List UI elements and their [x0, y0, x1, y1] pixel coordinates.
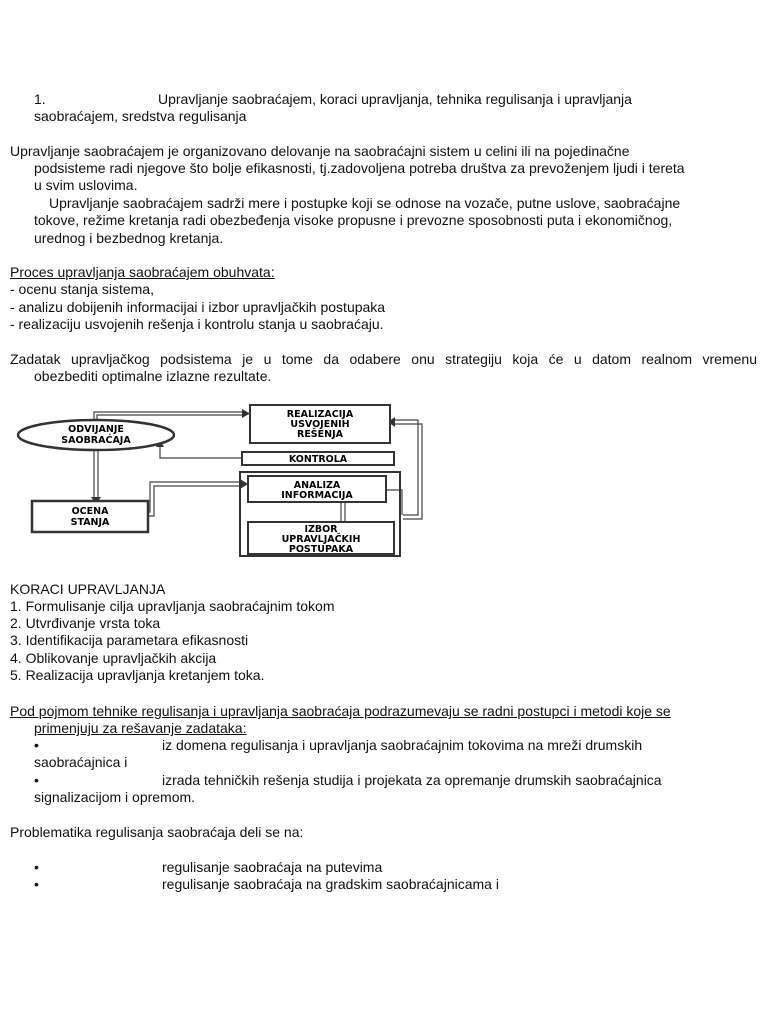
- intro-line: Upravljanje saobraćajem sadrži mere i postupke koji se odnose na vozače, putne uslove, saobraćajne: [49, 195, 681, 211]
- technique-item-cont: saobraćajnica i: [34, 754, 128, 770]
- technique-line-2: primenjuju za rešavanje zadataka:: [34, 720, 247, 736]
- odvijanje-label: ODVIJANJE: [68, 424, 124, 435]
- intro-line: u svim uslovima.: [34, 177, 138, 193]
- arrow-izbor-realizacija: [395, 420, 418, 515]
- problem-item: regulisanje saobraćaja na gradskim saobraćajnicama i: [162, 876, 499, 892]
- technique-item: iz domena regulisanja i upravljanja saobraćajnim tokovima na mreži drumskih: [162, 737, 643, 753]
- process-title: Proces upravljanja saobraćajem obuhvata:: [10, 264, 275, 280]
- problem-item: regulisanje saobraćaja na putevima: [162, 859, 383, 875]
- analiza-label: INFORMACIJA: [281, 490, 353, 501]
- heading-line-1: Upravljanje saobraćajem, koraci upravljanja, tehnika regulisanja i upravljanja: [158, 91, 632, 107]
- odvijanje-label: SAOBRAĆAJA: [61, 435, 131, 446]
- ocena-label: OCENA: [71, 506, 109, 517]
- ocena-label: STANJA: [70, 517, 110, 528]
- intro-line: podsisteme radi njegove što bolje efikasnosti, tj.zadovoljena potreba društva za prevoženjem ljudi i tereta: [34, 160, 685, 176]
- steps-item: 4. Oblikovanje upravljačkih akcija: [10, 650, 217, 666]
- steps-item: 1. Formulisanje cilja upravljanja saobraćajnim tokom: [10, 598, 335, 614]
- realizacija-label: REALIZACIJA: [286, 409, 354, 420]
- arrow-odvijanje-realizacija: [94, 412, 242, 420]
- steps-item: 3. Identifikacija parametara efikasnosti: [10, 632, 249, 648]
- realizacija-label: USVOJENIH: [290, 419, 350, 430]
- heading-number: 1.: [34, 91, 46, 107]
- technique-item: izrada tehničkih rešenja studija i projekata za opremanje drumskih saobraćajnica: [162, 772, 662, 788]
- technique-item-cont: signalizacijom i opremom.: [34, 789, 196, 805]
- technique-line-1: Pod pojmom tehnike regulisanja i upravljanja saobraćaja podrazumevaju se radni postupci i metodi koje se: [10, 703, 671, 719]
- intro-line: urednog i bezbednog kretanja.: [34, 230, 224, 246]
- realizacija-label: REŠENJA: [297, 429, 343, 440]
- task-line-2: obezbediti optimalne izlazne rezultate.: [34, 368, 272, 384]
- task-line-1: Zadatak upravljačkog podsistema je u tome da odabere onu strategiju koja će u datom realnom vremenu: [10, 351, 757, 367]
- intro-line: Upravljanje saobraćajem je organizovano delovanje na saobraćajni sistem u celini ili na pojedinačne: [10, 143, 630, 159]
- problem-title: Problematika regulisanja saobraćaja deli se na:: [10, 824, 304, 840]
- process-item: - realizaciju usvojenih rešenja i kontrolu stanja u saobraćaju.: [10, 316, 384, 332]
- intro-line: tokove, režime kretanja radi obezbeđenja visoke propusne i prevozne sposobnosti puta i ekonomičnog,: [34, 212, 673, 228]
- steps-item: 5. Realizacija upravljanja kretanjem toka.: [10, 667, 265, 683]
- control-loop-diagram: [10, 400, 440, 565]
- steps-item: 2. Utvrđivanje vrsta toka: [10, 615, 161, 631]
- izbor-label: UPRAVLJAČKIH: [281, 534, 361, 545]
- steps-title: KORACI UPRAVLJANJA: [10, 581, 166, 597]
- heading-line-2: saobraćajem, sredstva regulisanja: [34, 108, 247, 124]
- analiza-label: ANALIZA: [293, 480, 341, 491]
- bullet-icon: •: [34, 772, 39, 788]
- process-item: - analizu dobijenih informacijai i izbor upravljačkih postupaka: [10, 299, 386, 315]
- kontrola-label: KONTROLA: [288, 454, 348, 465]
- bullet-icon: •: [34, 859, 39, 875]
- arrow-kontrola-odvijanje: [160, 447, 242, 458]
- izbor-label: POSTUPAKA: [288, 544, 354, 555]
- bullet-icon: •: [34, 876, 39, 892]
- process-item: - ocenu stanja sistema,: [10, 281, 154, 297]
- bullet-icon: •: [34, 737, 39, 753]
- izbor-label: IZBOR: [304, 524, 338, 535]
